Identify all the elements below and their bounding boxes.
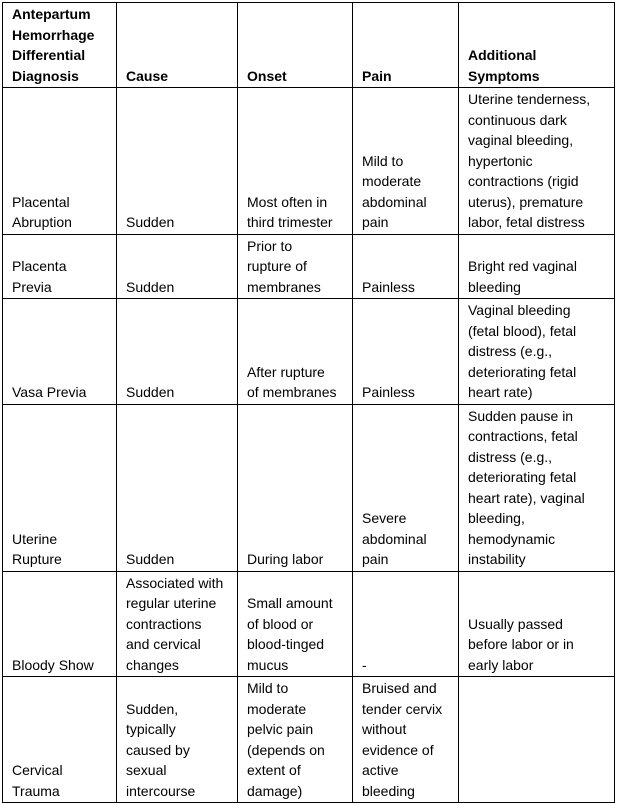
header-row xyxy=(3,3,615,88)
cell-symptoms: Usually passed before labor or in early labor xyxy=(459,571,615,677)
header-cause: Cause xyxy=(117,3,238,88)
cell-diagnosis: Uterine Rupture xyxy=(3,404,117,571)
cell-onset: After rupture of membranes xyxy=(238,299,353,405)
table-row xyxy=(3,88,615,235)
cell-diagnosis: Placenta Previa xyxy=(3,234,117,299)
cell-symptoms xyxy=(459,677,615,803)
header-diagnosis: Antepartum Hemorrhage Differential Diagnosis xyxy=(3,3,117,88)
cell-cause: Sudden xyxy=(117,234,238,299)
cell-pain: Severe abdominal pain xyxy=(353,404,459,571)
cell-onset: Prior to rupture of membranes xyxy=(238,234,353,299)
header-pain: Pain xyxy=(353,3,459,88)
cell-cause: Sudden xyxy=(117,299,238,405)
cell-onset: Most often in third trimester xyxy=(238,88,353,235)
cell-onset: Small amount of blood or blood-tinged mucus xyxy=(238,571,353,677)
cell-pain: Bruised and tender cervix without evidence of active bleeding xyxy=(353,677,459,803)
cell-diagnosis: Placental Abruption xyxy=(3,88,117,235)
cell-symptoms: Sudden pause in contractions, fetal distress (e.g., deteriorating fetal heart rate), vaginal bleeding, hemodynamic instability xyxy=(459,404,615,571)
cell-diagnosis: Bloody Show xyxy=(3,571,117,677)
cell-onset: During labor xyxy=(238,404,353,571)
header-additional-symptoms: Additional Symptoms xyxy=(459,3,615,88)
cell-cause: Sudden, typically caused by sexual intercourse xyxy=(117,677,238,803)
table-row xyxy=(3,404,615,571)
cell-cause: Sudden xyxy=(117,88,238,235)
differential-diagnosis-table xyxy=(2,2,615,803)
header-onset: Onset xyxy=(238,3,353,88)
table-row xyxy=(3,234,615,299)
cell-pain: Mild to moderate abdominal pain xyxy=(353,88,459,235)
cell-cause: Associated with regular uterine contractions and cervical changes xyxy=(117,571,238,677)
table-row xyxy=(3,571,615,677)
table-row xyxy=(3,299,615,405)
cell-symptoms: Uterine tenderness, continuous dark vaginal bleeding, hypertonic contractions (rigid uterus), premature labor, fetal distress xyxy=(459,88,615,235)
cell-pain: - xyxy=(353,571,459,677)
cell-diagnosis: Cervical Trauma xyxy=(3,677,117,803)
cell-symptoms: Bright red vaginal bleeding xyxy=(459,234,615,299)
cell-pain: Painless xyxy=(353,299,459,405)
cell-onset: Mild to moderate pelvic pain (depends on extent of damage) xyxy=(238,677,353,803)
cell-symptoms: Vaginal bleeding (fetal blood), fetal distress (e.g., deteriorating fetal heart rate) xyxy=(459,299,615,405)
table-row xyxy=(3,677,615,803)
cell-cause: Sudden xyxy=(117,404,238,571)
cell-pain: Painless xyxy=(353,234,459,299)
cell-diagnosis: Vasa Previa xyxy=(3,299,117,405)
